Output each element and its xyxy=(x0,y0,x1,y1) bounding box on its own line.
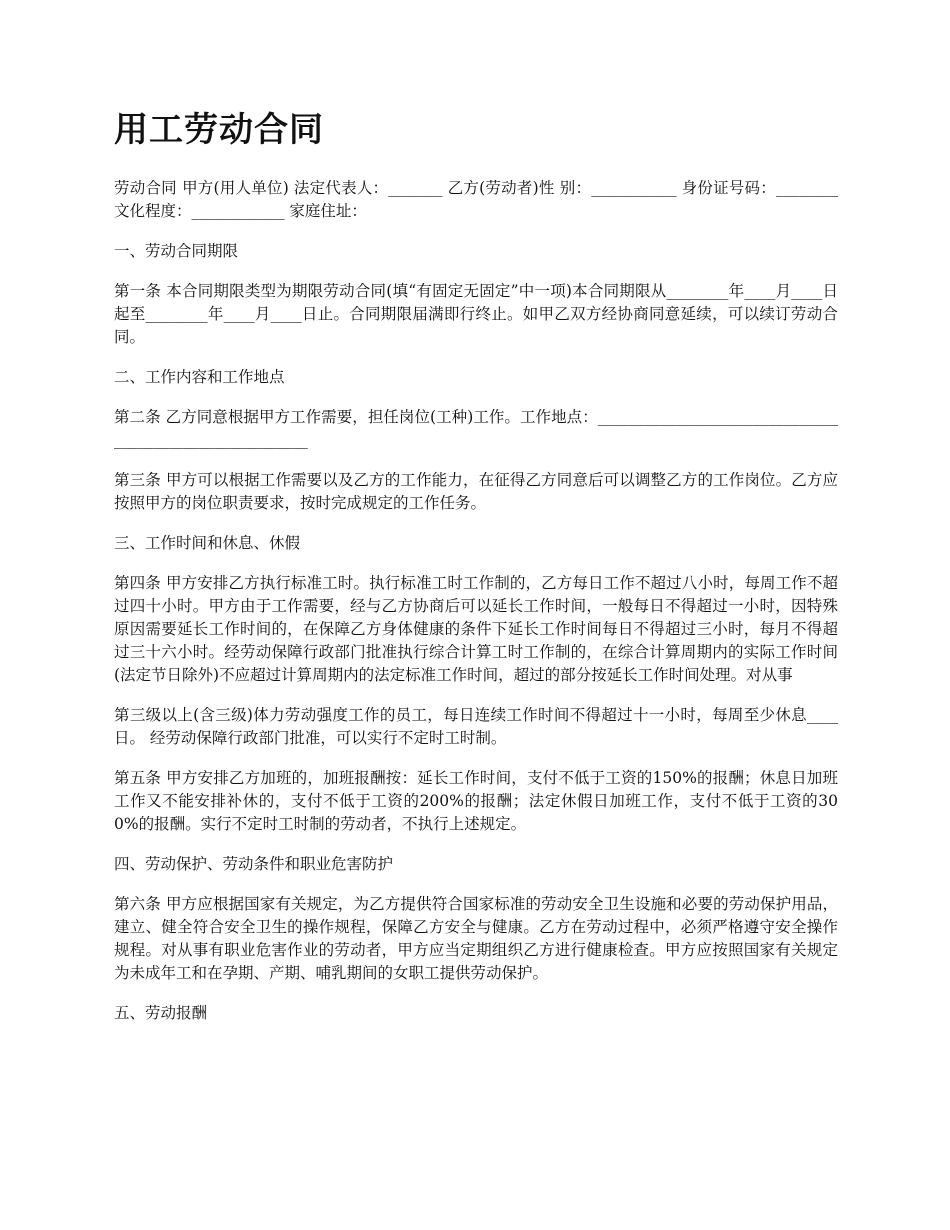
section-heading-remuneration: 五、劳动报酬 xyxy=(114,1003,208,1022)
section-heading-working-hours: 三、工作时间和休息、休假 xyxy=(114,533,301,552)
contract-parties-paragraph: 劳动合同 甲方(用人单位) 法定代表人：_______ 乙方(劳动者)性 别：___________ 身份证号码：________文化程度：____________ 家庭住址： xyxy=(114,178,838,220)
article-4-paragraph: 第四条 甲方安排乙方执行标准工时。执行标准工时工作制的，乙方每日工作不超过八小时，每周工作不超过四十小时。甲方由于工作需要，经与乙方协商后可以延长工作时间，一般每日不得超过一小时，因特殊原因需要延长工作时间的，在保障乙方身体健康的条件下延长工作时间每日不得超过三小时，每月不得超过三十六小时。经劳动保障行政部门批准执行综合计算工时工作制的，在综合计算周期内的实际工作时间(法定节日除外)不应超过计算周期内的法定标准工作时间，超过的部分按延长工作时间处理。对从事 xyxy=(114,573,838,684)
article-2-paragraph: 第二条 乙方同意根据甲方工作需要，担任岗位(工种)工作。工作地点：________________________________________________________ xyxy=(114,407,838,449)
article-6-paragraph: 第六条 甲方应根据国家有关规定，为乙方提供符合国家标准的劳动安全卫生设施和必要的劳动保护用品，建立、健全符合安全卫生的操作规程，保障乙方安全与健康。乙方在劳动过程中，必须严格遵守安全操作规程。对从事有职业危害作业的劳动者，甲方应当定期组织乙方进行健康检查。甲方应按照国家有关规定为未成年工和在孕期、产期、哺乳期间的女职工提供劳动保护。 xyxy=(114,894,838,982)
document-title: 用工劳动合同 xyxy=(114,110,324,150)
article-1-paragraph: 第一条 本合同期限类型为期限劳动合同(填“有固定无固定”中一项)本合同期限从________年____月____日起至________年____月____日止。合同期限届满即行终止。如甲乙双方经协商同意延续，可以续订劳动合同。 xyxy=(114,281,838,346)
article-4-continued-paragraph: 第三级以上(含三级)体力劳动强度工作的员工，每日连续工作时间不得超过十一小时，每周至少休息____日。 经劳动保障行政部门批准，可以实行不定时工时制。 xyxy=(114,705,838,747)
article-5-paragraph: 第五条 甲方安排乙方加班的，加班报酬按：延长工作时间，支付不低于工资的150%的报酬；休息日加班工作又不能安排补休的，支付不低于工资的200%的报酬；法定休假日加班工作，支付不低于工资的300%的报酬。实行不定时工时制的劳动者，不执行上述规定。 xyxy=(114,768,838,833)
section-heading-labor-protection: 四、劳动保护、劳动条件和职业危害防护 xyxy=(114,854,394,873)
section-heading-work-content: 二、工作内容和工作地点 xyxy=(114,367,285,386)
section-heading-contract-term: 一、劳动合同期限 xyxy=(114,241,239,260)
article-3-paragraph: 第三条 甲方可以根据工作需要以及乙方的工作能力，在征得乙方同意后可以调整乙方的工作岗位。乙方应按照甲方的岗位职责要求，按时完成规定的工作任务。 xyxy=(114,470,838,512)
